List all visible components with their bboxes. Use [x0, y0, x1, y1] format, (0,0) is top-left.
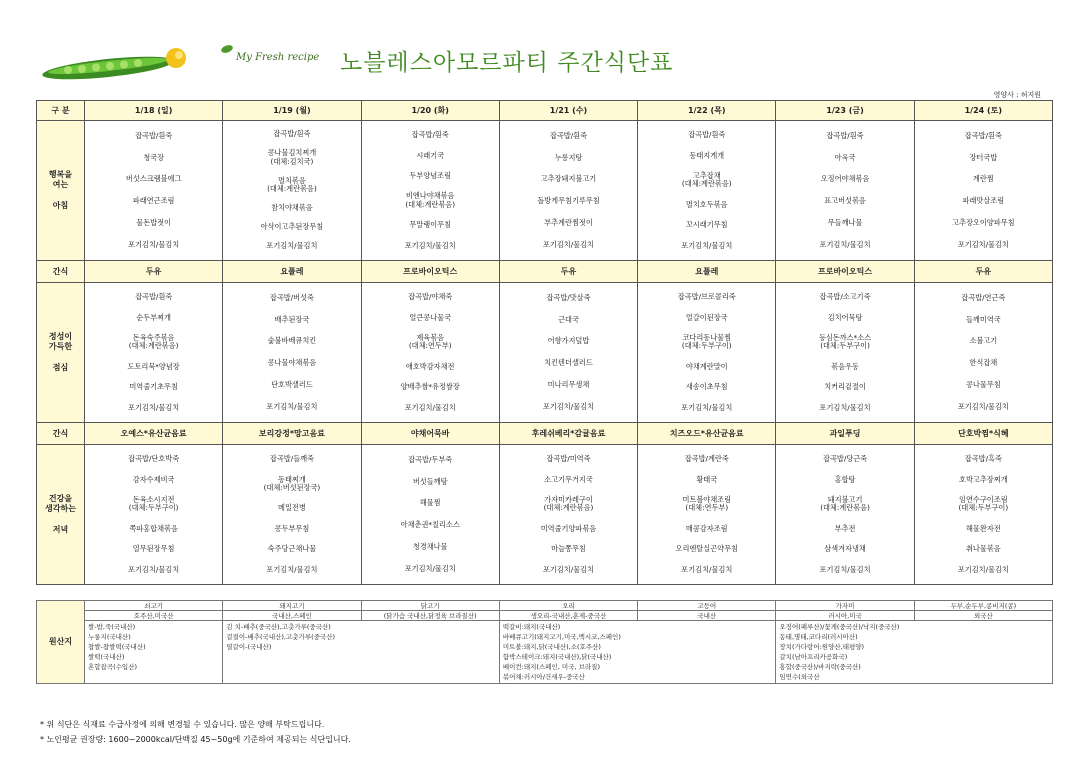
menu-item: 버섯스크램블에그	[125, 174, 182, 184]
menu-item: 소고기무거지국	[544, 474, 593, 484]
origin-list-kimchi	[223, 621, 500, 684]
menu-item: 포기김치/물김치	[266, 401, 318, 411]
menu-item: 버섯들깨탕	[412, 476, 448, 486]
origin-cell: (닭가슴 국내산,닭정육 브라질산)	[361, 611, 499, 621]
menu-item: 잡곡밥/들깨죽	[269, 454, 314, 464]
origin-entry: 겉절이-배추(국내산),고춧가루(중국산)	[226, 633, 336, 642]
menu-item: 열무된장무침	[132, 544, 175, 554]
origin-cell: 닭고기	[361, 601, 499, 611]
menu-item: 포기김치/물김치	[957, 239, 1009, 249]
weekly-menu-table	[36, 100, 1053, 585]
menu-item: 계란찜	[972, 174, 994, 184]
menu-item: 잡곡밥/단호박죽	[128, 454, 180, 464]
menu-item: 잡곡밥/당근죽	[823, 454, 868, 464]
origin-country-row	[37, 611, 1053, 621]
lunch-label	[37, 283, 85, 423]
lunch-cell	[223, 283, 361, 423]
menu-item: 얼큰콩나물국	[409, 312, 452, 322]
menu-item: 애호박감자채전	[405, 361, 455, 371]
menu-item: 동태지게개	[689, 150, 725, 160]
menu-item: 동태찌개 (대체:버섯된장국)	[263, 474, 321, 492]
menu-item: 취나물볶음	[965, 544, 1001, 554]
breakfast-items	[915, 121, 1052, 260]
breakfast-cell	[914, 121, 1052, 261]
day-header: 1/20 (화)	[361, 101, 499, 121]
dinner-items	[500, 445, 637, 584]
page-header	[0, 0, 1091, 99]
pea-pod-icon	[38, 46, 198, 84]
menu-item: 잡곡밥/흰죽	[826, 130, 864, 140]
dinner-cell	[361, 445, 499, 585]
menu-item: 포기김치/물김치	[128, 564, 180, 574]
origin-entry: 함박스테이크:돼지(국내산),닭(국내산)	[502, 653, 612, 662]
day-header: 1/18 (일)	[85, 101, 223, 121]
origin-entry: 갈치(남아프리카공화국)	[779, 653, 848, 662]
origin-cell: 호주산,미국산	[85, 611, 223, 621]
menu-item: 순두부찌개	[136, 312, 171, 322]
snack-item: 프로바이오틱스	[776, 261, 914, 283]
page-title: 노블레스아모르파티 주간식단표	[340, 50, 674, 76]
menu-item: 감자수제비국	[132, 474, 175, 484]
menu-item: 포기김치/물김치	[404, 563, 456, 573]
breakfast-cell	[776, 121, 914, 261]
menu-item: 포기김치/물김치	[404, 402, 456, 412]
menu-item: 장터국밥	[969, 152, 998, 162]
breakfast-items	[638, 121, 775, 260]
menu-item: 얼갈이된장국	[685, 312, 728, 322]
menu-item: 삼색겨자냉채	[824, 544, 866, 554]
origin-list-rice	[85, 621, 223, 684]
menu-item: 새송이초무침	[685, 382, 728, 392]
breakfast-cell	[638, 121, 776, 261]
notes	[40, 717, 351, 747]
menu-item: 잡곡밥/흰죽	[273, 129, 311, 139]
menu-item: 황태국	[696, 474, 718, 484]
snack-pm-row	[37, 423, 1053, 445]
origin-cell: 외국산	[914, 611, 1052, 621]
dinner-cell	[638, 445, 776, 585]
origin-meat-row	[37, 601, 1053, 611]
origin-entry: 동태,명태,코다리(러시아산)	[779, 633, 858, 642]
menu-item: 매콤감자조림	[685, 523, 728, 533]
origin-entry: 미트볼:돼지,닭(국내산),소(호주산)	[502, 643, 601, 652]
note-line: * 노인평균 권장량: 1600~2000kcal/단백질 45~50g에 기준하여 제공되는 식단입니다.	[40, 735, 351, 744]
origin-entry: 볶어채:러시아/건새우-중국산	[502, 673, 585, 682]
breakfast-items	[776, 121, 913, 260]
origin-entry: 바베큐고기(돼지고기,미국,멕시코,스페인)	[502, 633, 621, 642]
origin-entry: 쌀-밥,죽(국내산)	[88, 623, 136, 631]
menu-item: 무들깨나물	[827, 218, 863, 228]
author-label: 영양사 : 허지원	[993, 91, 1041, 99]
lunch-items	[362, 283, 499, 422]
menu-item: 고추장오이양파무침	[952, 218, 1015, 228]
brand-tagline: My Fresh recipe	[236, 52, 320, 63]
lunch-cell	[85, 283, 223, 423]
menu-item: 포기김치/물김치	[819, 564, 871, 574]
menu-item: 숯불바베큐치킨	[267, 336, 317, 346]
origin-cell: 러시아,미국	[776, 611, 914, 621]
dinner-items	[362, 445, 499, 584]
origin-entry: 홍합(중국산)/바지락(중국산)	[779, 663, 861, 672]
menu-item: 포기김치/물김치	[266, 564, 318, 574]
menu-item: 돈육숙주볶음 (대체:계란볶음)	[128, 332, 179, 351]
dinner-items	[223, 445, 360, 584]
origin-entry: 오징어(페루산)/꽃게(중국산)/낙지(중국산)	[779, 623, 900, 631]
snack-item: 보리강정*망고음료	[223, 423, 361, 445]
menu-item: 포기김치/물김치	[266, 241, 318, 251]
menu-item: 포기김치/물김치	[542, 564, 594, 574]
menu-item: 잡곡밥/미역죽	[546, 454, 591, 464]
menu-item: 배추된장국	[274, 314, 310, 324]
menu-item: 잡곡밥/흰죽	[688, 130, 726, 140]
dinner-cell	[85, 445, 223, 585]
menu-item: 치커리겉절이	[824, 382, 866, 392]
origin-cell: 쇠고기	[85, 601, 223, 611]
menu-item: 포기김치/물김치	[128, 402, 180, 412]
lunch-row	[37, 283, 1053, 423]
day-header: 1/19 (월)	[223, 101, 361, 121]
menu-item: 오리엔탈실곤약무침	[675, 544, 739, 554]
snack-item: 치즈오드*유산균음료	[638, 423, 776, 445]
day-header: 1/22 (목)	[638, 101, 776, 121]
menu-item: 고추장돼지불고기	[540, 174, 597, 184]
menu-item: 참치야채볶음	[271, 203, 313, 213]
origin-entry: 열갈이-(국내산)	[226, 643, 272, 652]
origin-cell: 가자미	[776, 601, 914, 611]
menu-item: 포기김치/물김치	[681, 402, 733, 412]
lunch-items	[500, 283, 637, 422]
origin-entry: 장치(가다랑어:원양산,태평양)	[779, 643, 865, 652]
menu-item: 두부양념조림	[409, 170, 452, 180]
menu-item: 표고버섯볶음	[824, 196, 866, 206]
snack-item: 단호박찜*식혜	[914, 423, 1052, 445]
menu-item: 잡곡밥/두부죽	[408, 454, 453, 464]
leaf-icon	[220, 44, 234, 54]
snack-item: 두유	[499, 261, 637, 283]
menu-item: 콩나물김치찌개 (대체:김치국)	[267, 148, 317, 166]
menu-item: 메밀전병	[278, 503, 306, 513]
lunch-cell	[361, 283, 499, 423]
dinner-cell	[914, 445, 1052, 585]
day-header: 1/23 (금)	[776, 101, 914, 121]
menu-item: 도토리묵*양념장	[127, 361, 180, 371]
menu-item: 어향가지덮밥	[547, 336, 590, 346]
origin-entry: 베이컨:돼지(스페인, 미국, 브라질)	[502, 663, 600, 672]
dinner-label-text: 건강을 생각하는 저녁	[45, 493, 76, 534]
dinner-items	[776, 445, 913, 584]
origin-list-seafood	[776, 621, 1053, 684]
day-header: 1/24 (토)	[914, 101, 1052, 121]
menu-item: 무말랭이무침	[409, 220, 452, 230]
lunch-cell	[776, 283, 914, 423]
menu-item: 오징어야채볶음	[820, 174, 870, 184]
menu-item: 미역줄기초무침	[129, 382, 178, 392]
breakfast-row	[37, 121, 1053, 261]
menu-item: 물돈밥젓이	[136, 218, 171, 228]
origin-entry: 임연수(외국산	[779, 673, 820, 682]
dinner-row	[37, 445, 1053, 585]
menu-item: 단호박샐러드	[271, 380, 313, 390]
origin-entry: 떡갈비:돼지(국내산)	[502, 623, 561, 631]
menu-item: 양배추쌈*유정쌈장	[400, 382, 460, 392]
snack-am-row	[37, 261, 1053, 283]
origin-entry: 김 치-배추(중국산),고춧가루(중국산)	[226, 623, 331, 631]
breakfast-cell	[361, 121, 499, 261]
menu-item: 잡곡밥/흰죽	[135, 130, 173, 140]
origin-entry: 쌀떡(국내산)	[88, 653, 125, 662]
menu-item: 포기김치/물김치	[681, 564, 733, 574]
day-header: 1/21 (수)	[499, 101, 637, 121]
menu-item: 소불고기	[969, 336, 998, 346]
menu-item: 해물완자전	[965, 523, 1001, 533]
menu-item: 포기김치/물김치	[542, 239, 594, 249]
lunch-items	[638, 283, 775, 422]
snack-label: 간식	[37, 261, 85, 283]
origin-cell: 국내산	[638, 611, 776, 621]
menu-item: 해물찜	[419, 498, 441, 508]
origin-table	[36, 600, 1053, 684]
menu-item: 포기김치/물김치	[957, 564, 1009, 574]
snack-item: 요플레	[638, 261, 776, 283]
origin-cell: 생오리-국내산,훈제-중국산	[499, 611, 637, 621]
menu-item: 등심돈까스*소스 (대체:두부구이)	[818, 332, 872, 351]
menu-item: 잡곡밥/흰죽	[549, 130, 588, 140]
menu-item: 부추전	[834, 523, 856, 533]
menu-item: 누룽지탕	[554, 152, 583, 162]
menu-item: 아욱국	[834, 152, 856, 162]
snack-item: 프로바이오틱스	[361, 261, 499, 283]
snack-label: 간식	[37, 423, 85, 445]
menu-item: 포기김치/물김치	[681, 240, 733, 250]
menu-item: 청경채나물	[412, 542, 448, 552]
dinner-items	[85, 445, 222, 584]
snack-item: 두유	[85, 261, 223, 283]
menu-item: 미트볼야채조림 (대체:연두부)	[682, 494, 732, 513]
menu-item: 잡곡밥/흰죽	[964, 130, 1002, 140]
menu-item: 미역줄기양파볶음	[540, 523, 597, 533]
breakfast-items	[85, 121, 222, 260]
dinner-cell	[776, 445, 914, 585]
menu-item: 잡곡밥/야채죽	[408, 292, 453, 302]
lunch-items	[85, 283, 222, 422]
menu-item: 잡곡밥/맛살죽	[546, 292, 591, 302]
menu-item: 잡곡밥/계란죽	[684, 454, 729, 464]
menu-item: 콩나물무침	[965, 380, 1001, 390]
corner-cell: 구 분	[37, 101, 85, 121]
menu-item: 잡곡밥/버섯죽	[269, 292, 314, 302]
menu-item: 아삭이고추된장무침	[260, 222, 324, 232]
origin-label: 원산지	[37, 601, 85, 684]
dinner-items	[638, 445, 775, 584]
menu-item: 콩나물야채볶음	[267, 358, 317, 368]
origin-entry: 혼합잡곡(수입산)	[88, 663, 138, 672]
menu-item: 비엔나야채볶음 (대체:계란볶음)	[405, 191, 456, 209]
snack-item: 오예스*유산균음료	[85, 423, 223, 445]
menu-item: 한식잡채	[969, 358, 998, 368]
menu-item: 아채춘권*칠리소스	[400, 520, 460, 530]
breakfast-label-text: 행복을 여는 아침	[48, 169, 73, 210]
breakfast-items	[223, 121, 360, 260]
menu-item: 근대국	[558, 314, 579, 324]
lunch-items	[223, 283, 360, 422]
menu-item: 부추계란찜젓이	[544, 218, 593, 228]
menu-item: 시래기국	[416, 150, 445, 160]
dinner-cell	[223, 445, 361, 585]
menu-item: 돼지불고기 (대체:계란볶음)	[820, 494, 870, 513]
menu-item: 홍합탕	[834, 474, 856, 484]
menu-item: 포기김치/물김치	[404, 240, 456, 250]
dinner-items	[915, 445, 1052, 584]
menu-item: 미나리무생채	[547, 380, 590, 390]
lunch-cell	[638, 283, 776, 423]
day-header-row	[37, 101, 1053, 121]
menu-item: 파래연근조림	[132, 196, 175, 206]
dinner-label	[37, 445, 85, 585]
menu-item: 잡곡밥/흑죽	[964, 454, 1002, 464]
menu-item: 포기김치/물김치	[128, 239, 180, 249]
breakfast-items	[500, 121, 637, 260]
menu-item: 돌방게무침기루무침	[537, 196, 600, 206]
menu-item: 파래맛살조림	[962, 196, 1005, 206]
snack-item: 과일푸딩	[776, 423, 914, 445]
menu-item: 숙주당근채나물	[267, 544, 317, 554]
breakfast-cell	[85, 121, 223, 261]
menu-item: 가자미카레구이 (대체:계란볶음)	[543, 494, 594, 513]
menu-item: 콩두부무침	[274, 523, 310, 533]
menu-item: 잡곡밥/소고기죽	[819, 292, 871, 302]
menu-item: 멸치호두볶음	[685, 199, 728, 209]
menu-item: 들깨미역국	[965, 314, 1001, 324]
snack-item: 두유	[914, 261, 1052, 283]
origin-cell: 두부,순두부,콩비지(콩)	[914, 601, 1052, 611]
note-line: * 위 식단은 식재료 수급사정에 의해 변경될 수 있습니다. 많은 양해 부탁드립니다.	[40, 720, 325, 729]
menu-item: 볶음우동	[831, 361, 859, 371]
menu-item: 포기김치/물김치	[542, 401, 594, 411]
origin-cell: 국내산,스페인	[223, 611, 361, 621]
menu-item: 청국장	[143, 152, 165, 162]
menu-item: 포기김치/물김치	[957, 401, 1009, 411]
snack-item: 요플레	[223, 261, 361, 283]
menu-item: 치킨텐더샐러드	[544, 358, 593, 368]
menu-item: 제육볶음 (대체:연두부)	[408, 332, 452, 351]
breakfast-cell	[499, 121, 637, 261]
origin-cell: 고등어	[638, 601, 776, 611]
breakfast-label	[37, 121, 85, 261]
menu-item: 마늘쫑무침	[551, 544, 586, 554]
menu-item: 잡곡밥/흰죽	[135, 292, 173, 302]
menu-item: 코다리동나물찜 (대체:두부구이)	[681, 332, 732, 351]
menu-item: 잡곡밥/연근죽	[961, 292, 1006, 302]
origin-cell: 오리	[499, 601, 637, 611]
lunch-label-text: 정성이 가득한 점심	[48, 331, 73, 372]
breakfast-cell	[223, 121, 361, 261]
snack-item: 후레쉬베리*감귤음료	[499, 423, 637, 445]
menu-item: 꼬시래기무침	[685, 220, 728, 230]
menu-item: 호박고추장찌개	[959, 474, 1008, 484]
menu-item: 고추잡채 (대체:계란볶음)	[681, 170, 732, 189]
menu-item: 쪽파홍합채볶음	[129, 523, 178, 533]
origin-entry: 누룽지(국내산)	[88, 633, 131, 642]
origin-cell: 돼지고기	[223, 601, 361, 611]
origin-list-processed	[499, 621, 776, 684]
menu-item: 잡곡밥/흰죽	[411, 130, 449, 140]
lunch-cell	[914, 283, 1052, 423]
menu-item: 포기김치/물김치	[819, 239, 871, 249]
menu-item: 돈육소시지전 (대체:두부구이)	[128, 494, 179, 513]
menu-item: 포기김치/물김치	[819, 402, 871, 412]
menu-item: 잡곡밥/브로콜리죽	[677, 292, 736, 302]
origin-entry: 찹쌀-찹쌀떡(국내산)	[88, 643, 146, 652]
menu-item: 김치어묵탕	[827, 312, 863, 322]
dinner-cell	[499, 445, 637, 585]
origin-detail-row	[37, 621, 1053, 684]
breakfast-items	[362, 121, 499, 260]
lunch-cell	[499, 283, 637, 423]
menu-item: 임연수구이조림 (대체:두부구이)	[958, 494, 1009, 513]
lunch-items	[915, 283, 1052, 422]
menu-item: 야채계란말이	[685, 361, 728, 371]
lunch-items	[776, 283, 913, 422]
menu-item: 멸치볶음 (대체:계란볶음)	[267, 175, 317, 194]
snack-item: 야채어묵바	[361, 423, 499, 445]
